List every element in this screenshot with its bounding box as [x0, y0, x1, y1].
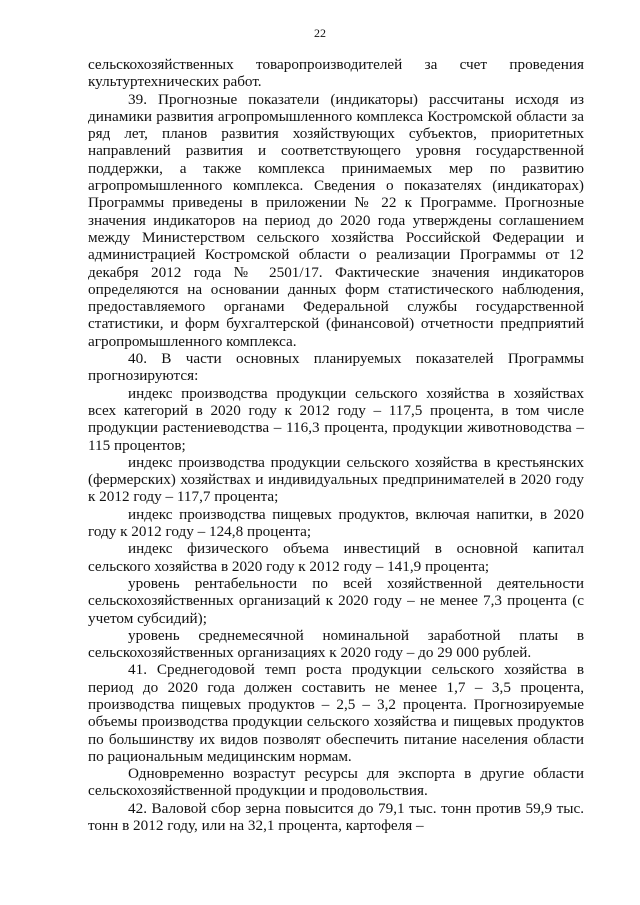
indicator-wage: уровень среднемесячной номинальной заработной платы в сельскохозяйственных организациях к 2020 году – до 29 000 рублей.: [88, 626, 584, 662]
paragraph-40: 40. В части основных планируемых показателей Программы прогнозируются:: [88, 350, 584, 385]
indicator-food-index: индекс производства пищевых продуктов, включая напитки, в 2020 году к 2012 году – 124,8 процента;: [88, 505, 584, 541]
indicator-profitability: уровень рентабельности по всей хозяйственной деятельности сельскохозяйственных организаций к 2020 году – не менее 7,3 процента (с учетом субсидий);: [88, 574, 584, 627]
page-number: 22: [314, 26, 326, 40]
indicator-agriculture-index: индекс производства продукции сельского хозяйства в хозяйствах всех категорий в 2020 году к 2012 году – 117,5 процента, в том числе продукции растениеводства – 116,3 процента, продукции животноводства – 115 процентов;: [88, 384, 584, 454]
indicator-farm-index: индекс производства продукции сельского хозяйства в крестьянских (фермерских) хозяйствах и индивидуальных предпринимателей в 2020 году к 2012 году – 117,7 процента;: [88, 453, 584, 506]
paragraph-42: 42. Валовой сбор зерна повысится до 79,1 тыс. тонн против 59,9 тыс. тонн в 2012 году, или на 32,1 процента, картофеля –: [88, 799, 584, 835]
document-body: [88, 56, 584, 834]
indicator-investment-index: индекс физического объема инвестиций в основной капитал сельского хозяйства в 2020 году к 2012 году – 141,9 процента;: [88, 540, 584, 575]
paragraph-export: Одновременно возрастут ресурсы для экспорта в другие области сельскохозяйственной продукции и продовольствия.: [88, 765, 584, 800]
paragraph-41: 41. Среднегодовой темп роста продукции сельского хозяйства в период до 2020 года должен составить не менее 1,7 – 3,5 процента, производства пищевых продуктов – 2,5 – 3,2 процента. Прогнозируемые объемы производства продукции сельского хозяйства и пищевых продуктов по большинству их видов позволят обеспечить питание населения области по рациональным медицинским нормам.: [88, 661, 584, 765]
paragraph-39: 39. Прогнозные показатели (индикаторы) рассчитаны исходя из динамики развития агропромышленного комплекса Костромской области за ряд лет, планов развития хозяйствующих субъектов, приоритетных направлений развития и соответствующего уровня государственной поддержки, а также комплекса принимаемых мер по развитию агропромышленного комплекса. Сведения о показателях (индикаторах) Программы приведены в приложении № 22 к Программе. Прогнозные значения индикаторов на период до 2020 года утверждены соглашением между Министерством сельского хозяйства Российской Федерации и администрацией Костромской области о реализации Программы от 12 декабря 2012 года № 2501/17. Фактические значения индикаторов определяются на основании данных форм статистического наблюдения, предоставляемого органами Федеральной службы государственной статистики, и форм бухгалтерской (финансовой) отчетности предприятий агропромышленного комплекса.: [88, 90, 584, 350]
paragraph-continuation: сельскохозяйственных товаропроизводителей за счет проведения культуртехнических работ.: [88, 56, 584, 91]
